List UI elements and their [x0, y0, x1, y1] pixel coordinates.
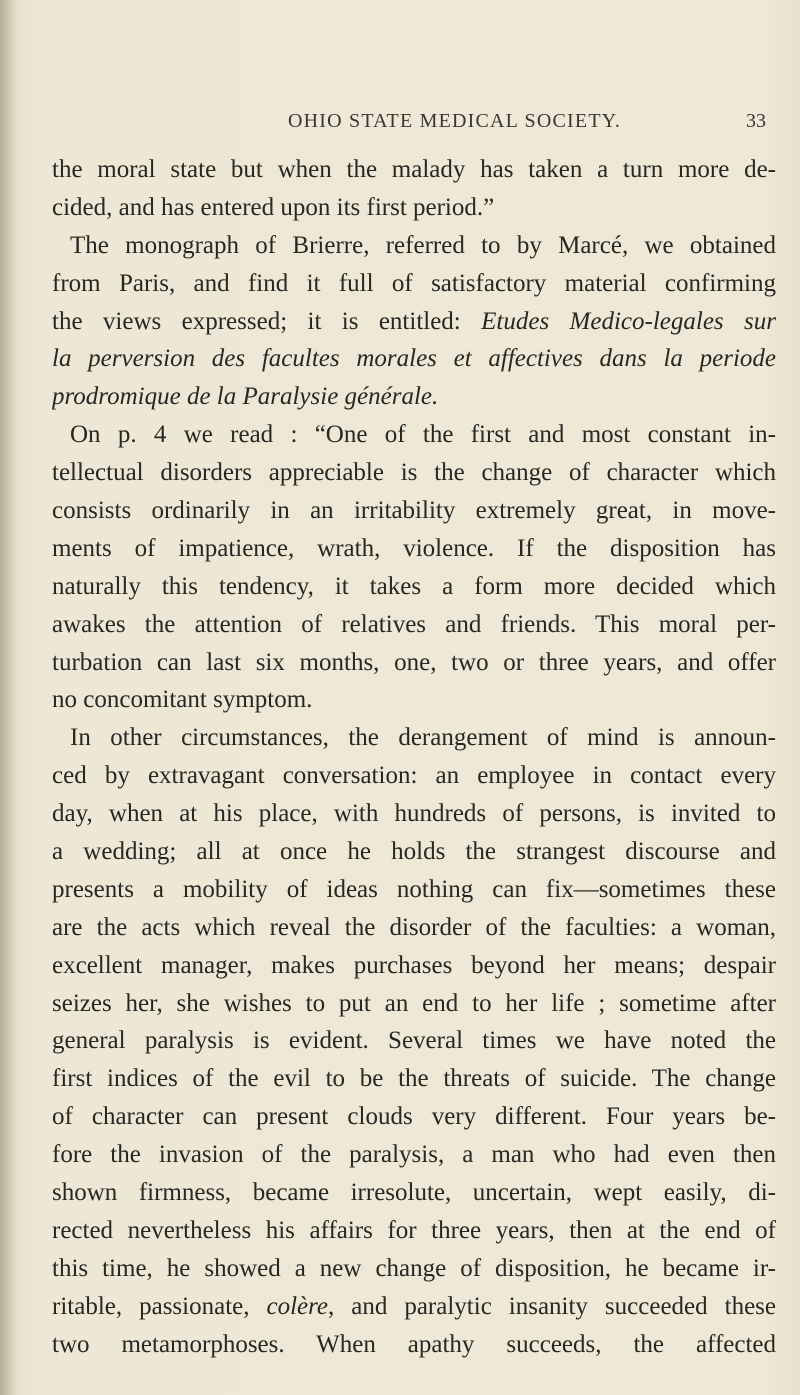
text-line: cided, and has entered upon its first period.” — [52, 193, 495, 221]
text-line: from Paris, and find it full of satisfactory material confirming — [52, 269, 776, 297]
text-line: this time, he showed a new change of disposition, he became ir- — [52, 1254, 776, 1282]
text-line: awakes the attention of relatives and friends. This moral per- — [52, 610, 776, 638]
text-line: are the acts which reveal the disorder of the faculties: a woman, — [52, 913, 776, 941]
text-line: rected nevertheless his affairs for three years, then at the end of — [52, 1216, 776, 1244]
text-line: consists ordinarily in an irritability extremely great, in move- — [52, 497, 776, 525]
text-line: seizes her, she wishes to put an end to her life ; sometime after — [52, 989, 776, 1017]
text-line: ritable, passionate, colère, and paralytic insanity succeeded these — [52, 1292, 776, 1320]
text-line: la perversion des facultes morales et affectives dans la periode — [52, 345, 776, 373]
text-line: day, when at his place, with hundreds of persons, is invited to — [52, 800, 776, 828]
text-line: first indices of the evil to be the threats of suicide. The change — [52, 1065, 776, 1093]
binding-shadow — [0, 0, 18, 1395]
text-line: In other circumstances, the derangement of mind is announ- — [70, 724, 776, 752]
body-text — [52, 151, 776, 1364]
text-line: turbation can last six months, one, two or three years, and offer — [52, 648, 776, 676]
text-line: prodromique de la Paralysie générale. — [52, 383, 439, 411]
text-line: shown firmness, became irresolute, uncertain, wept easily, di- — [52, 1179, 776, 1207]
text-line: general paralysis is evident. Several times we have noted the — [52, 1027, 776, 1055]
page-number: 33 — [746, 110, 766, 132]
text-line: no concomitant symptom. — [52, 686, 313, 714]
text-line: fore the invasion of the paralysis, a man who had even then — [52, 1141, 776, 1169]
text-line: tellectual disorders appreciable is the change of character which — [52, 459, 776, 487]
text-line: the views expressed; it is entitled: Etudes Medico-legales sur — [52, 307, 776, 335]
text-line: the moral state but when the malady has taken a turn more de- — [52, 156, 776, 183]
running-title: OHIO STATE MEDICAL SOCIETY. — [288, 110, 622, 132]
text-line: On p. 4 we read : “One of the first and most constant in- — [70, 421, 776, 449]
text-line: ced by extravagant conversation: an employee in contact every — [52, 762, 776, 790]
running-head — [0, 110, 800, 140]
text-line: a wedding; all at once he holds the strangest discourse and — [52, 838, 776, 866]
text-line: The monograph of Brierre, referred to by Marcé, we obtained — [70, 231, 776, 259]
text-line: ments of impatience, wrath, violence. If the disposition has — [52, 534, 776, 562]
text-line: of character can present clouds very different. Four years be- — [52, 1103, 776, 1131]
text-line: naturally this tendency, it takes a form more decided which — [52, 572, 776, 600]
text-line: two metamorphoses. When apathy succeeds, the affected — [52, 1330, 776, 1358]
text-line: excellent manager, makes purchases beyond her means; despair — [52, 951, 776, 979]
text-line: presents a mobility of ideas nothing can fix—sometimes these — [52, 875, 776, 903]
